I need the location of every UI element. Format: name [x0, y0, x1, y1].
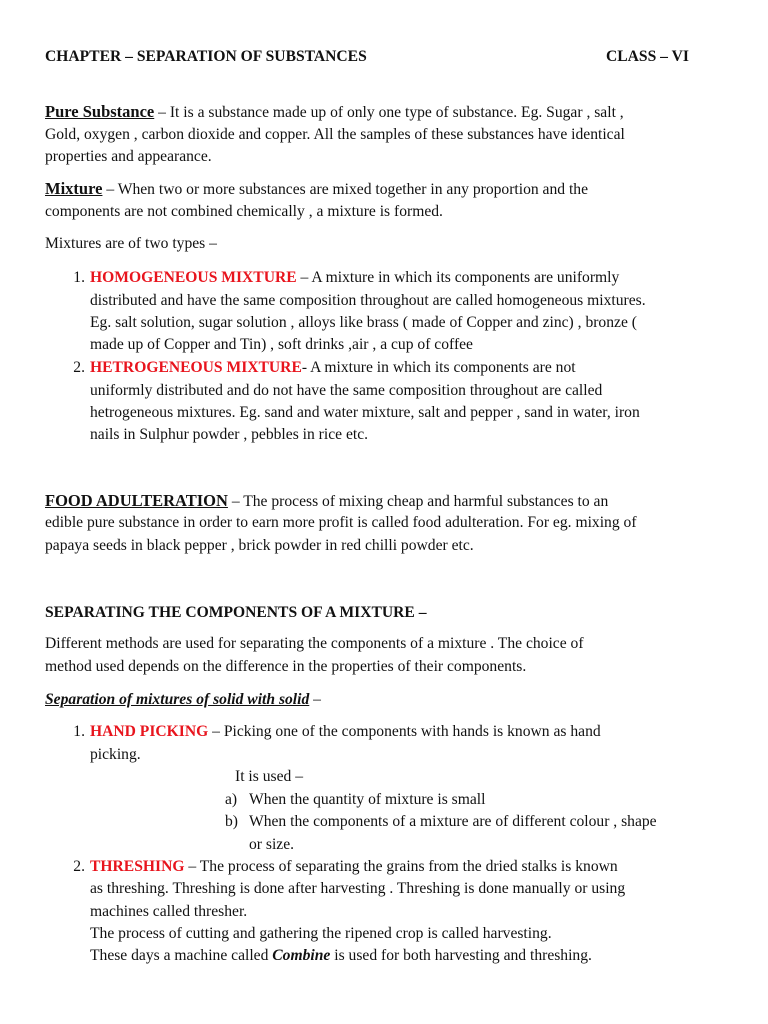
- class-label: CLASS – VI: [606, 48, 689, 65]
- homogeneous-line-3: Eg. salt solution, sugar solution , alloys like brass ( made of Copper and zinc) , bronze (: [90, 314, 637, 331]
- hetrogeneous-line-3: hetrogeneous mixtures. Eg. sand and water mixture, salt and pepper , sand in water, iron: [90, 404, 640, 421]
- food-adulteration-text: – The process of mixing cheap and harmful substances to an: [227, 493, 609, 510]
- use-label-a: a): [225, 791, 238, 808]
- mixture-text: – When two or more substances are mixed together in any proportion and the: [102, 181, 589, 198]
- solid-with-solid-heading: Separation of mixtures of solid with solid: [45, 691, 310, 708]
- threshing-term: THRESHING: [90, 858, 185, 875]
- list-number: 1.: [73, 723, 85, 740]
- homogeneous-line-4: made up of Copper and Tin) , soft drinks ,air , a cup of coffee: [90, 336, 473, 353]
- threshing-line-2: as threshing. Threshing is done after harvesting . Threshing is done manually or using: [90, 880, 626, 897]
- homogeneous-text: – A mixture in which its components are uniformly: [296, 269, 620, 286]
- pure-substance-line-2: Gold, oxygen , carbon dioxide and copper. All the samples of these substances have identical: [45, 126, 625, 143]
- pure-substance-text: – It is a substance made up of only one type of substance. Eg. Sugar , salt ,: [154, 104, 624, 121]
- harvesting-line: The process of cutting and gathering the ripened crop is called harvesting.: [90, 925, 552, 942]
- combine-term: Combine: [272, 947, 331, 964]
- pure-substance-line-1: [45, 101, 624, 124]
- hetrogeneous-line-1: [90, 357, 576, 379]
- homogeneous-line-2: distributed and have the same composition throughout are called homogeneous mixtures.: [90, 292, 646, 309]
- pure-substance-term: Pure Substance: [45, 102, 155, 121]
- mixture-term: Mixture: [45, 179, 103, 198]
- hand-picking-term: HAND PICKING: [90, 723, 209, 740]
- hetrogeneous-term: HETROGENEOUS MIXTURE: [90, 359, 302, 376]
- threshing-text: – The process of separating the grains from the dried stalks is known: [184, 858, 618, 875]
- threshing-line-3: machines called thresher.: [90, 903, 248, 920]
- use-b-text-2: or size.: [249, 836, 295, 853]
- hand-picking-line-2: picking.: [90, 746, 141, 763]
- list-number: 2.: [73, 858, 85, 875]
- solid-with-solid-dash: –: [309, 691, 321, 708]
- separating-line-1: Different methods are used for separating the components of a mixture . The choice of: [45, 635, 584, 652]
- separating-heading: SEPARATING THE COMPONENTS OF A MIXTURE –: [45, 604, 427, 621]
- list-number: 1.: [73, 269, 85, 286]
- combine-line: [90, 945, 592, 967]
- food-adulteration-line-3: papaya seeds in black pepper , brick powder in red chilli powder etc.: [45, 537, 474, 554]
- hetrogeneous-line-4: nails in Sulphur powder , pebbles in rice etc.: [90, 426, 369, 443]
- use-a-text: When the quantity of mixture is small: [249, 791, 486, 808]
- hetrogeneous-line-2: uniformly distributed and do not have the same composition throughout are called: [90, 382, 603, 399]
- mixture-types-intro: Mixtures are of two types –: [45, 235, 217, 252]
- hand-picking-text: – Picking one of the components with hands is known as hand: [208, 723, 601, 740]
- threshing-line-1: [90, 856, 618, 878]
- hetrogeneous-text: - A mixture in which its components are not: [301, 359, 576, 376]
- separating-line-2: method used depends on the difference in the properties of their components.: [45, 658, 527, 675]
- food-adulteration-term: FOOD ADULTERATION: [45, 491, 228, 510]
- use-label-b: b): [225, 813, 238, 830]
- solid-with-solid-line: [45, 689, 321, 711]
- pure-substance-line-3: properties and appearance.: [45, 148, 212, 165]
- chapter-title: CHAPTER – SEPARATION OF SUBSTANCES: [45, 48, 367, 65]
- mixture-line-1: [45, 178, 588, 201]
- food-adulteration-line-2: edible pure substance in order to earn more profit is called food adulteration. For eg. mixing of: [45, 514, 637, 531]
- food-adulteration-line-1: [45, 490, 608, 513]
- list-number: 2.: [73, 359, 85, 376]
- mixture-line-2: components are not combined chemically , a mixture is formed.: [45, 203, 443, 220]
- combine-before: These days a machine called: [90, 947, 273, 964]
- use-b-text-1: When the components of a mixture are of different colour , shape: [249, 813, 657, 830]
- used-intro: It is used –: [235, 768, 304, 785]
- homogeneous-line-1: [90, 267, 619, 289]
- hand-picking-line-1: [90, 721, 601, 743]
- homogeneous-term: HOMOGENEOUS MIXTURE: [90, 269, 297, 286]
- combine-after: is used for both harvesting and threshing.: [330, 947, 592, 964]
